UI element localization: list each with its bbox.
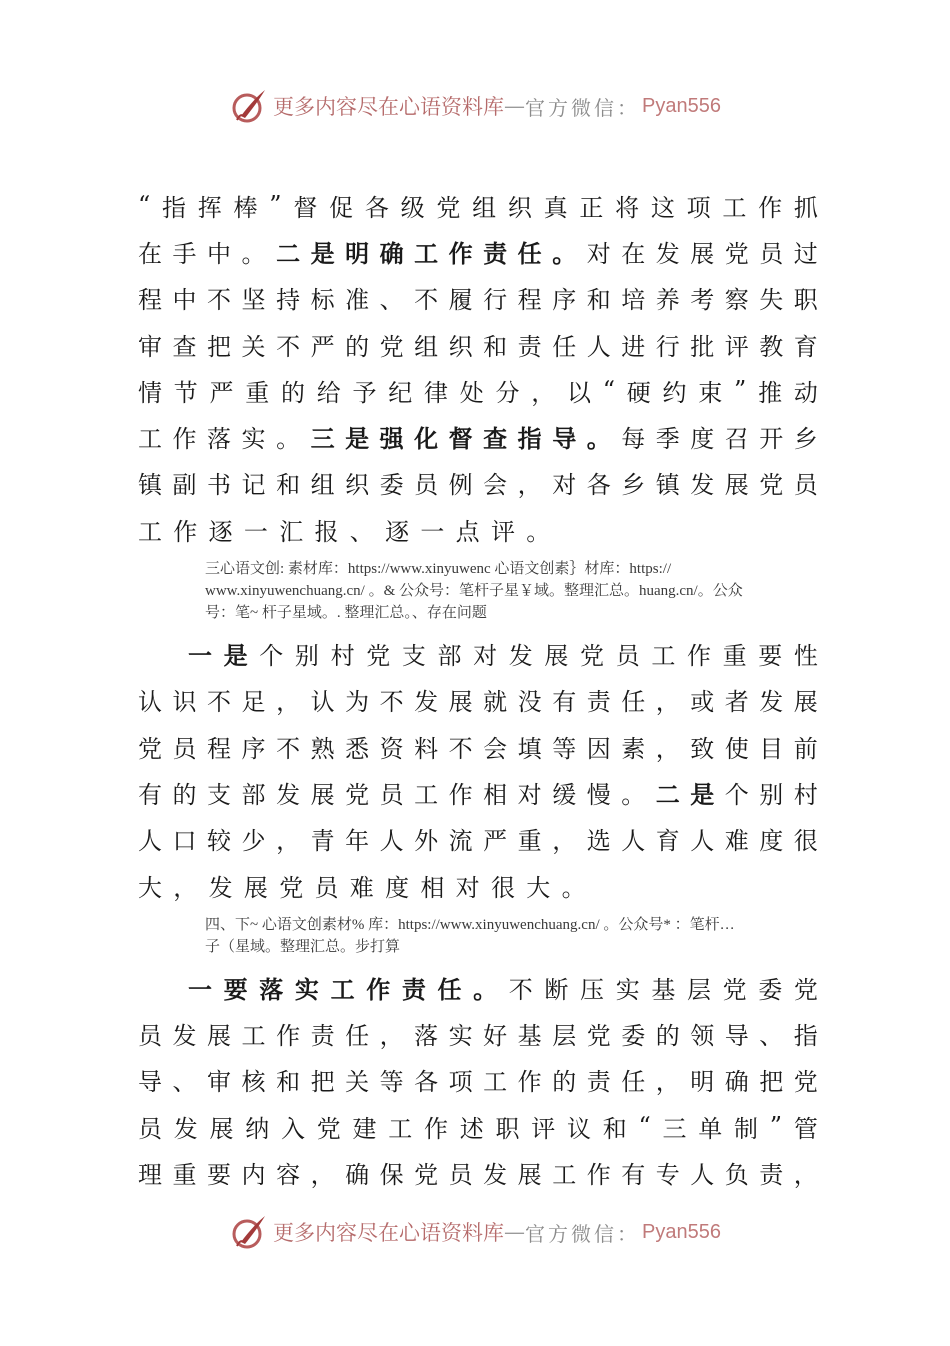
note-line: 子（星域。整理汇总。步打算 — [205, 939, 401, 956]
brush-logo-icon — [229, 86, 269, 126]
document-body — [138, 182, 818, 1196]
watermark-note-2 — [205, 914, 830, 958]
brush-logo-icon — [229, 1212, 269, 1252]
banner-title: 更多内容尽在心语资料库 — [273, 1221, 505, 1245]
paragraph-3 — [138, 964, 818, 1195]
banner-wechat-id: Pyan556 — [642, 1220, 721, 1243]
text-line: 工 作 落 实 。 三 是 强 化 督 查 指 导 。 每 季 度 召 开 乡 — [138, 424, 818, 454]
text-line: 情 节 严 重 的 给 予 纪 律 处 分 ， 以 “ 硬 约 束 ” 推 动 — [138, 376, 818, 407]
note-line: 四、下~ 心语文创素材% 库：https://www.xinyuwenchuang.cn/ 。公众号* ：笔杆… — [205, 917, 735, 934]
text-line: 一 要 落 实 工 作 责 任 。 不 断 压 实 基 层 党 委 党 — [188, 974, 818, 1004]
text-line: 工 作 逐 一 汇 报 、 逐 一 点 评 。 — [138, 517, 551, 546]
paragraph-2 — [138, 630, 818, 908]
text-line: 审 查 把 关 不 严 的 党 组 织 和 责 任 人 进 行 批 评 教 育 — [138, 332, 818, 361]
text-line: 一 是 个 别 村 党 支 部 对 发 展 党 员 工 作 重 要 性 — [188, 641, 818, 671]
banner-dash: — — [504, 1220, 526, 1244]
text-line: 有 的 支 部 发 展 党 员 工 作 相 对 缓 慢 。 二 是 个 别 村 — [138, 779, 818, 809]
text-line: 员 发 展 工 作 责 任 ， 落 实 好 基 层 党 委 的 领 导 、 指 — [138, 1022, 818, 1051]
footer-watermark-banner — [0, 1210, 950, 1254]
watermark-note-1 — [205, 558, 830, 624]
banner-title: 更多内容尽在心语资料库 — [273, 95, 505, 119]
text-line: 党 员 程 序 不 熟 悉 资 料 不 会 填 等 因 素 ， 致 使 目 前 — [138, 734, 818, 763]
paragraph-1 — [138, 182, 818, 552]
header-watermark-banner — [0, 84, 950, 128]
text-line: 镇 副 书 记 和 组 织 委 员 例 会 ， 对 各 乡 镇 发 展 党 员 — [138, 471, 818, 500]
note-line: 号：笔~ 杆子星域。. 整理汇总。、存在问题 — [205, 605, 487, 622]
banner-wechat-label: 官方微信： — [525, 1221, 641, 1246]
text-line: 在 手 中 。 二 是 明 确 工 作 责 任 。 对 在 发 展 党 员 过 — [138, 238, 818, 268]
note-line: 三心语文创: 素材库：https://www.xinyuwenc 心语文创素｝材库：https:// — [205, 561, 672, 578]
note-line: www.xinyuwenchuang.cn/ 。& 公众号：笔杆子星￥域。整理汇总。huang.cn/。公众 — [205, 583, 743, 600]
banner-dash: — — [504, 94, 526, 118]
text-line: 导 、 审 核 和 把 关 等 各 项 工 作 的 责 任 ， 明 确 把 党 — [138, 1068, 818, 1097]
text-line: 理 重 要 内 容 ， 确 保 党 员 发 展 工 作 有 专 人 负 责 ， — [138, 1160, 818, 1189]
text-line: 大 ， 发 展 党 员 难 度 相 对 很 大 。 — [138, 873, 586, 902]
text-line: “ 指 挥 棒 ” 督 促 各 级 党 组 织 真 正 将 这 项 工 作 抓 — [138, 191, 818, 222]
text-line: 员 发 展 纳 入 党 建 工 作 述 职 评 议 和 “ 三 单 制 ” 管 — [138, 1112, 818, 1143]
banner-wechat-id: Pyan556 — [642, 94, 721, 117]
text-line: 程 中 不 坚 持 标 准 、 不 履 行 程 序 和 培 养 考 察 失 职 — [138, 286, 818, 315]
text-line: 认 识 不 足 ， 认 为 不 发 展 就 没 有 责 任 ， 或 者 发 展 — [138, 688, 818, 717]
banner-wechat-label: 官方微信： — [525, 95, 641, 120]
text-line: 人 口 较 少 ， 青 年 人 外 流 严 重 ， 选 人 育 人 难 度 很 — [138, 827, 818, 856]
